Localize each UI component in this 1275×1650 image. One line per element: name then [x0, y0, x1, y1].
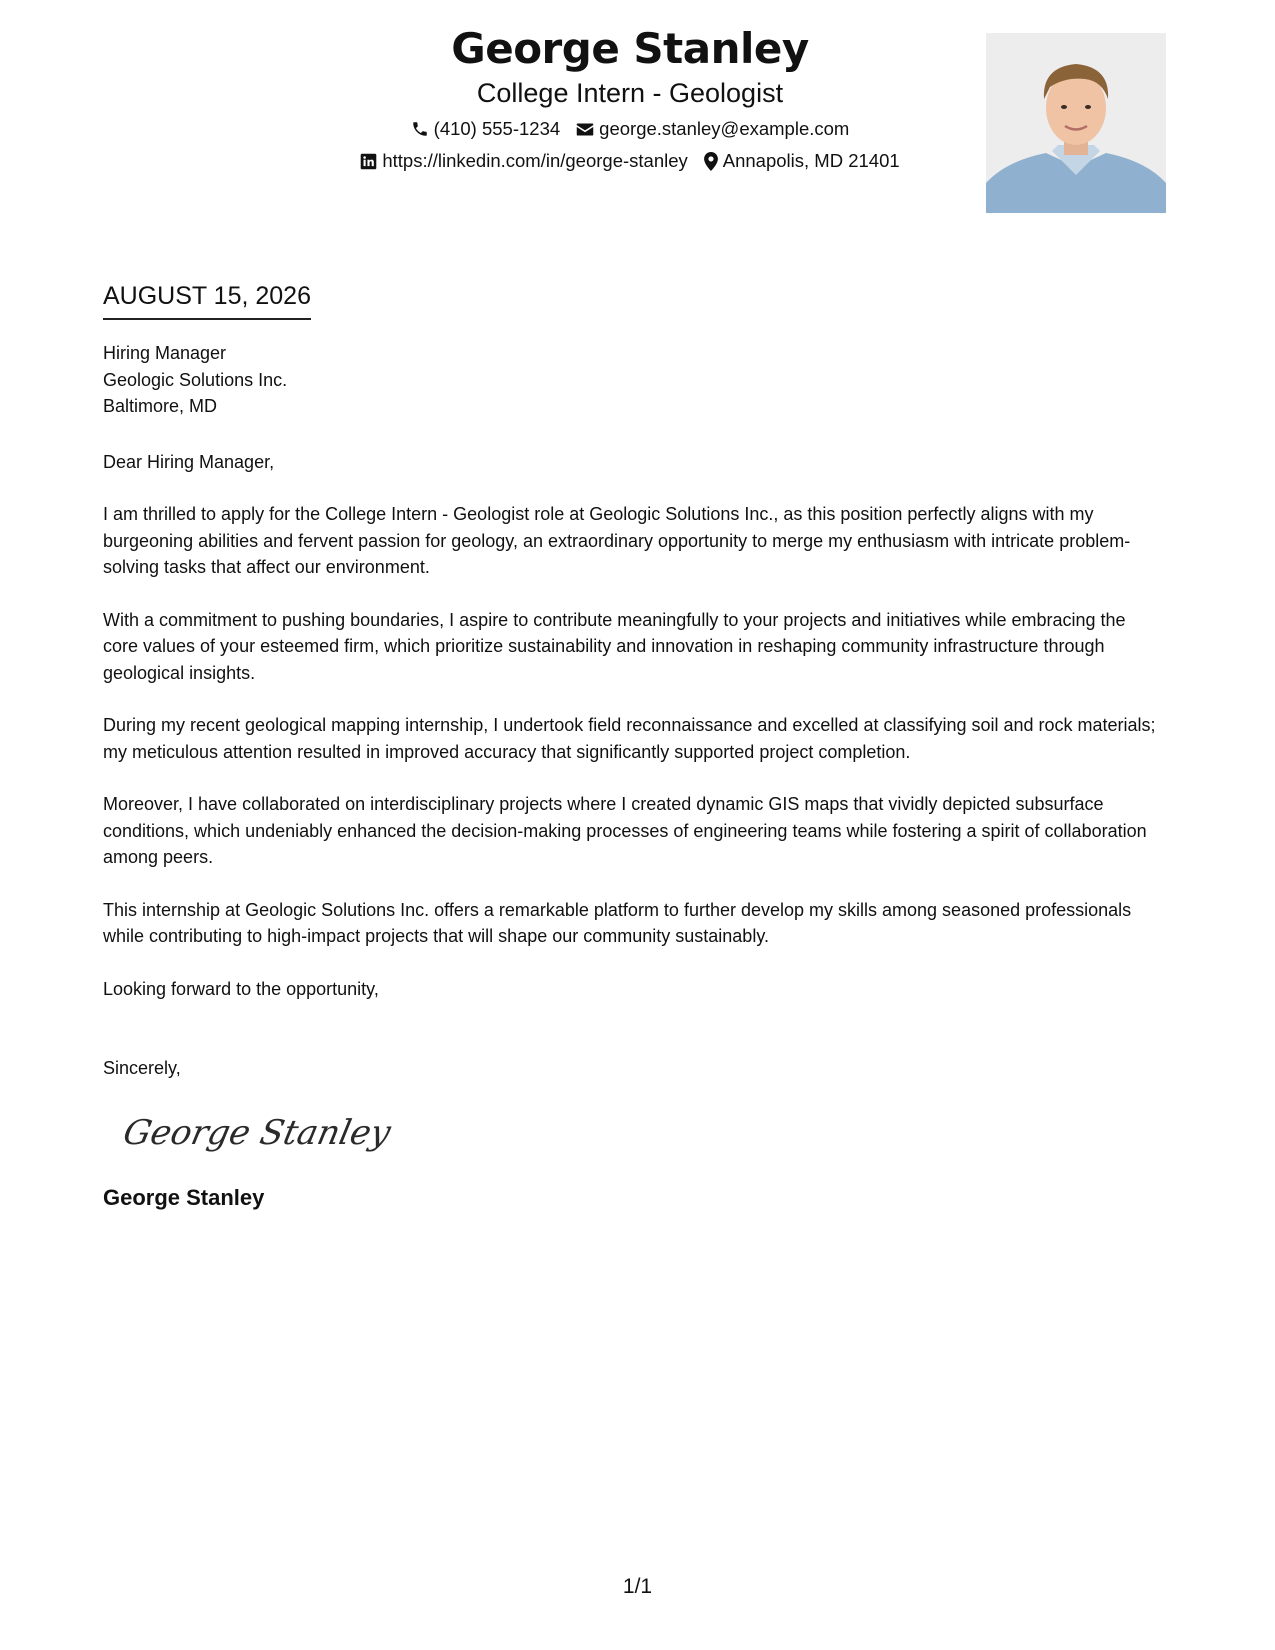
page-number: 1/1	[622, 1575, 653, 1598]
body-paragraph: With a commitment to pushing boundaries, I aspire to contribute meaningfully to your projects and initiatives while embracing the core values of your esteemed firm, which prioritize sustainability and innovation in reshaping community infrastructure through geological insights.	[103, 609, 1126, 683]
closing-line: Looking forward to the opportunity,	[103, 978, 379, 999]
body-paragraph: Moreover, I have collaborated on interdisciplinary projects where I created dynamic GIS maps that vividly depicted subsurface conditions, which undeniably enhanced the decision-making processes of engineering teams while fostering a spirit of collaboration among peers.	[103, 794, 1147, 867]
letter-date: AUGUST 15, 2026	[103, 280, 311, 320]
contact-email	[576, 118, 849, 140]
recipient-line: Geologic Solutions Inc.	[103, 369, 288, 390]
signoff: Sincerely,	[103, 1058, 181, 1078]
body-paragraph: This internship at Geologic Solutions Inc. offers a remarkable platform to further develop my skills among seasoned professionals while contributing to high-impact projects that will shape our community sustainably.	[103, 899, 1132, 946]
salutation: Dear Hiring Manager,	[103, 451, 275, 472]
contact-phone	[411, 118, 561, 140]
body-paragraph: During my recent geological mapping internship, I undertook field reconnaissance and excelled at classifying soil and rock materials; my meticulous attention resulted in improved accuracy that significantly supported project completion.	[103, 715, 1156, 762]
location-text: Annapolis, MD 21401	[722, 150, 900, 171]
profile-photo	[986, 33, 1166, 213]
map-marker-icon	[704, 152, 718, 171]
signer-name: George Stanley	[103, 1184, 265, 1210]
phone-icon	[411, 120, 429, 138]
handwritten-signature	[119, 1100, 395, 1164]
applicant-name: George Stanley	[451, 24, 809, 73]
body-paragraph: I am thrilled to apply for the College Intern - Geologist role at Geologic Solutions Inc., as this position perfectly aligns with my burgeoning abilities and fervent passion for geology, an extraordinary opportunity to merge my enthusiasm with intricate problem-solving tasks that affect our environment.	[103, 504, 1131, 577]
linkedin-icon	[360, 153, 377, 170]
linkedin-text[interactable]: https://linkedin.com/in/george-stanley	[382, 150, 688, 171]
letter-body	[103, 340, 1163, 1212]
phone-text[interactable]: (410) 555-1234	[433, 118, 561, 139]
envelope-icon	[576, 122, 594, 137]
recipient-address	[103, 340, 1163, 420]
email-text[interactable]: george.stanley@example.com	[599, 118, 850, 139]
job-title: College Intern - Geologist	[476, 78, 784, 108]
recipient-line: Hiring Manager	[103, 343, 227, 363]
contact-location	[704, 150, 900, 172]
contact-linkedin	[360, 150, 687, 172]
svg-text:George Stanley: George Stanley	[119, 1112, 395, 1153]
recipient-line: Baltimore, MD	[103, 396, 218, 416]
